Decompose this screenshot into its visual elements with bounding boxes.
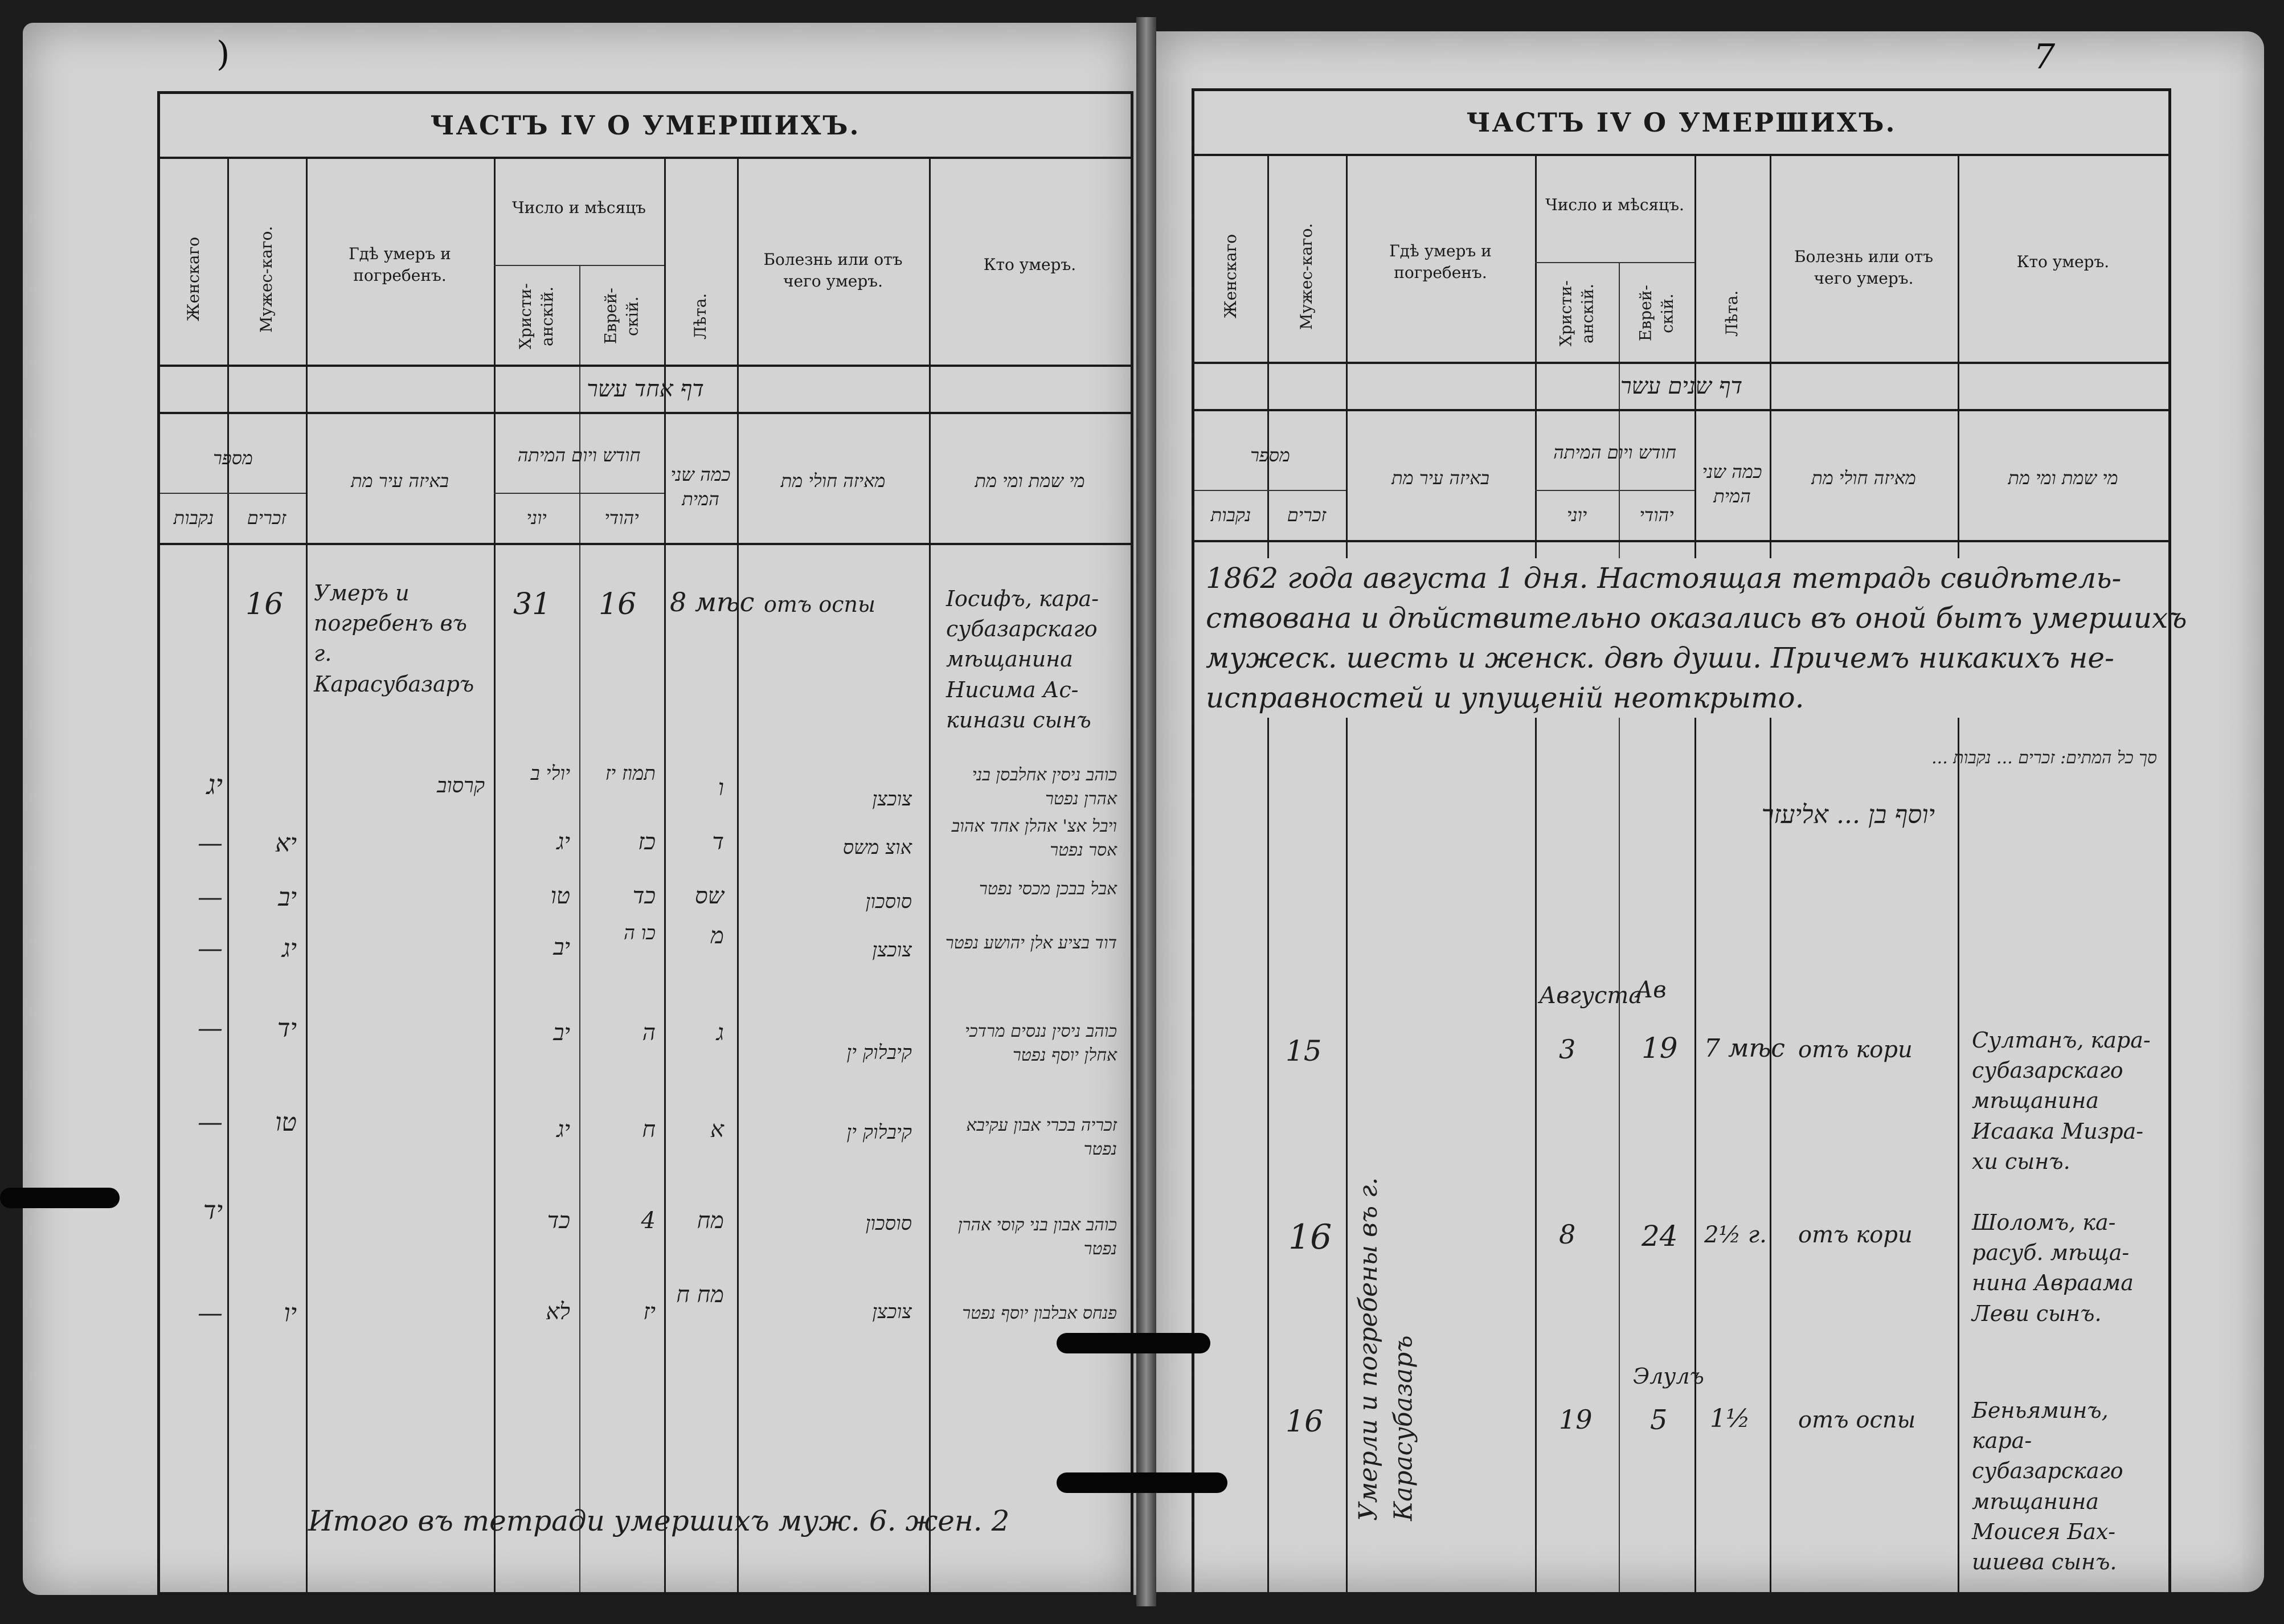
left-page-title: ЧАСТЪ IV О УМЕРШИХЪ.: [430, 109, 861, 141]
entry-5-age: מ: [710, 923, 724, 949]
left-footer-total: Итого въ тетради умершихъ муж. 6. жен. 2: [308, 1504, 1010, 1537]
r-entry-2-age: 2½ г.: [1704, 1222, 1767, 1248]
entry-8-illness: סוסכון: [865, 1212, 912, 1235]
header-age: Лѣта.: [691, 293, 710, 339]
r-entry-2-jewish: 24: [1642, 1220, 1678, 1253]
entry-9-male: יו: [284, 1299, 297, 1328]
entry-9-jewish: יז: [643, 1299, 656, 1325]
r-entry-1-who: Султанъ, кара-субазарскаго мѣщанина Исаака Мизра-хи сынъ.: [1972, 1028, 2151, 1174]
entry-3-jewish: כז: [638, 829, 656, 855]
entry-9-illness: צוכצן: [872, 1300, 912, 1323]
entry-5-who: דוד בציע אלן יהושע נפטר: [945, 933, 1117, 953]
r-header-who: Кто умеръ.: [2016, 252, 2110, 272]
r-entry-2-male: 16: [1288, 1217, 1332, 1257]
r-entry-3-age: 1½: [1710, 1404, 1750, 1433]
entry-6-female: —: [198, 1014, 223, 1043]
hebrew-header-number: מספר: [213, 447, 253, 469]
r-entry-3-male: 16: [1286, 1405, 1324, 1439]
entry-3-christian: יג: [556, 829, 570, 855]
r-entry-2-christian: 8: [1559, 1219, 1576, 1250]
entry-1-age: 8 мѣс: [670, 587, 755, 617]
r-header-where: Гдѣ умеръ и погребенъ.: [1389, 242, 1492, 282]
right-page: [1156, 31, 2264, 1592]
hebrew-header-illness: מאיזה חולי מת: [780, 470, 886, 492]
header-female: Женскаго: [184, 236, 203, 322]
entry-7-female: —: [198, 1108, 223, 1137]
entry-7-christian: יג: [556, 1116, 570, 1143]
entry-5-christian: יב: [553, 934, 570, 960]
entry-8-jewish: 4: [641, 1208, 656, 1234]
right-register-frame: [1192, 88, 2187, 1592]
r-hebrew-header-date: חודש ויום המיתה: [1553, 441, 1676, 464]
certification-line-4: исправностей и упущеній неоткрыто.: [1206, 681, 1804, 714]
entry-5-male: יג: [281, 934, 297, 963]
entry-4-illness: סוסכון: [865, 890, 912, 913]
r-hebrew-header-who: מי שמת ומי מת: [2008, 467, 2118, 489]
entry-7-illness: קיבלוק ין: [846, 1121, 912, 1144]
entry-1-christian: 31: [513, 587, 551, 621]
hebrew-header-male: זכרים: [247, 507, 286, 529]
entry-1-where: Умеръ и погребенъ въ г. Карасубазаръ: [314, 580, 474, 697]
binding-clip-lower: [1057, 1472, 1227, 1493]
r-header-male: Мужес-каго.: [1297, 223, 1316, 330]
header-date-group: Число и мѣсяцъ: [512, 198, 646, 218]
hebrew-header-who: מי שמת ומי מת: [975, 470, 1085, 492]
entry-8-who: כוהב אבון בני קוסי אהרן נפטר: [957, 1215, 1117, 1259]
entry-2-illness: צוכצן: [872, 788, 912, 811]
r-hebrew-header-female: נקבות: [1210, 504, 1251, 526]
entry-8-female: יד: [203, 1196, 223, 1225]
entry-9-who: פנחס אבלבון יוסף נפטר: [962, 1303, 1117, 1323]
r-hebrew-header-male: זכרים: [1287, 504, 1327, 526]
vertical-place-note: Умерли и погребены въ г. Карасубазаръ: [1354, 1177, 1418, 1521]
r-entry-3-month-jewish: Элулъ: [1633, 1364, 1704, 1389]
entry-5-illness: צוכצן: [872, 939, 912, 962]
hebrew-header-date: חודש ויום המיתה: [517, 444, 641, 467]
hebrew-header-jewish: יהודי: [604, 507, 639, 529]
entry-1-illness: отъ оспы: [764, 592, 875, 617]
entry-4-female: —: [198, 883, 223, 912]
entry-7-jewish: ח: [642, 1116, 656, 1143]
left-page: [23, 23, 1136, 1595]
right-section-hebrew: דף שנים עשר: [1620, 373, 1743, 399]
entry-8-age: מח: [697, 1208, 724, 1234]
entry-2-christian: יולי ב: [530, 762, 570, 785]
entry-1-who: Іосифъ, кара-субазарскаго мѣщанина Нисима Ас-кинази сынъ: [946, 586, 1099, 733]
header-where: Гдѣ умеръ и погребенъ.: [349, 244, 451, 285]
binding-clip-upper: [1057, 1333, 1210, 1353]
r-hebrew-header-number: מספר: [1250, 444, 1290, 467]
left-register-frame: [157, 91, 1133, 1595]
certification-line-2: ствована и дѣйствительно оказались въ оной бытъ умершихъ: [1206, 602, 2187, 635]
entry-6-christian: יב: [553, 1020, 570, 1046]
r-entry-2-who: Шоломъ, ка-расуб. мѣща-нина Авраама Леви сынъ.: [1972, 1210, 2134, 1326]
header-male: Мужес-каго.: [257, 226, 276, 333]
r-header-christian: Христи-анскій.: [1556, 280, 1597, 346]
entry-4-who: אבל בבכן מכסי נפטר: [979, 879, 1117, 899]
r-entry-1-jewish: 19: [1642, 1032, 1678, 1065]
r-entry-3-christian: 19: [1559, 1404, 1593, 1435]
r-entry-3-jewish: 5: [1650, 1404, 1668, 1436]
r-entry-1-christian: 3: [1559, 1034, 1576, 1065]
entry-6-male: יד: [277, 1014, 297, 1043]
entry-4-male: יב: [278, 883, 297, 912]
r-entry-1-male: 15: [1286, 1034, 1322, 1067]
entry-9-christian: לא: [546, 1299, 570, 1325]
r-hebrew-header-age: כמה שני המית: [1702, 460, 1762, 507]
r-hebrew-header-jewish: יהודי: [1639, 504, 1674, 526]
entry-7-who: זכריה בכרי אבון עקיבא נפטר: [966, 1115, 1117, 1159]
entry-2-female: יג: [206, 769, 223, 801]
entry-4-age: שס: [694, 883, 724, 909]
entry-9-female: —: [198, 1299, 223, 1328]
entry-5-female: —: [198, 934, 223, 963]
hebrew-header-where: באיזה עיר מת: [351, 470, 449, 492]
r-hebrew-header-illness: מאיזה חולי מת: [1811, 467, 1916, 489]
entry-4-jewish: כד: [632, 883, 656, 909]
month-label-christian: Августа: [1539, 983, 1643, 1009]
entry-1-male: 16: [245, 587, 284, 621]
entry-7-age: א: [710, 1116, 724, 1143]
r-hebrew-header-christian: יוני: [1566, 504, 1587, 526]
r-header-jewish: Еврей-скій.: [1636, 285, 1677, 342]
page-number: 7: [2033, 37, 2056, 77]
certification-line-1: 1862 года августа 1 дня. Настоящая тетрадь свидѣтель-: [1206, 562, 2122, 595]
entry-3-age: ד: [712, 829, 724, 855]
entry-6-age: ג: [716, 1020, 724, 1046]
header-christian: Христи-анскій.: [516, 283, 556, 349]
r-entry-3-who: Беньяминъ, кара-субазарскаго мѣщанина Моисея Бах-шиева сынъ.: [1972, 1398, 2123, 1574]
header-illness: Болезнь или отъ чего умеръ.: [763, 250, 903, 291]
r-entry-3-illness: отъ оспы: [1798, 1407, 1916, 1433]
entry-3-female: —: [198, 829, 223, 858]
r-header-illness: Болезнь или отъ чего умеръ.: [1794, 247, 1934, 288]
entry-2-age: ו: [718, 775, 724, 801]
hebrew-header-age: כמה שני המית: [670, 463, 731, 510]
entry-7-male: טו: [275, 1108, 297, 1137]
r-hebrew-header-where: באיזה עיר מת: [1391, 467, 1489, 489]
month-label-jewish: Ав: [1636, 977, 1667, 1003]
r-entry-1-illness: отъ кори: [1798, 1037, 1913, 1063]
r-header-date-group: Число и мѣсяцъ.: [1545, 195, 1684, 215]
corner-mark: ): [216, 34, 230, 74]
book-gutter: [1136, 17, 1156, 1606]
entry-5-jewish: כו ה: [623, 922, 656, 944]
entry-6-jewish: ה: [642, 1020, 656, 1046]
r-entry-2-illness: отъ кори: [1798, 1222, 1913, 1248]
entry-2-where: קרסוב: [437, 774, 485, 797]
right-page-title: ЧАСТЪ IV О УМЕРШИХЪ.: [1466, 107, 1897, 138]
r-header-female: Женскаго: [1221, 234, 1241, 319]
hebrew-header-christian: יוני: [526, 507, 547, 529]
entry-1-jewish: 16: [599, 587, 637, 621]
entry-4-christian: טו: [550, 883, 570, 909]
entry-3-male: יא: [275, 829, 297, 858]
entry-3-who: ויבל אצ' אהלן אחד אהוב אסר נפטר: [951, 816, 1117, 860]
certification-block: [1206, 558, 2187, 718]
entry-6-illness: קיבלוק ין: [846, 1041, 912, 1064]
entry-6-who: כוהב ניסין ננסים מרדכי אחלן יוסף נפטר: [965, 1021, 1117, 1065]
header-who: Кто умеръ.: [983, 255, 1076, 275]
hebrew-header-female: נקבות: [173, 507, 214, 529]
header-jewish: Еврей-скій.: [601, 288, 642, 345]
left-section-hebrew: דף אחד עשר: [587, 375, 704, 402]
hebrew-summary-headers: סך כל המתים: זכרים ... נקבות ...: [1931, 748, 2157, 768]
entry-3-illness: אוצ משס: [842, 836, 912, 859]
r-header-age: Лѣта.: [1722, 290, 1742, 337]
certification-line-3: мужеск. шесть и женск. двѣ души. Причемъ никакихъ не-: [1206, 641, 2114, 674]
entry-8-christian: כד: [547, 1208, 570, 1234]
entry-2-who: כוהב ניסין אחלבסן בני אהרן נפטר: [972, 765, 1117, 809]
entry-9-age: מח ח: [676, 1282, 724, 1308]
entry-2-jewish: תמוז יז: [605, 762, 656, 785]
binding-clip-left: [0, 1188, 120, 1208]
r-entry-1-age: 7 мѣс: [1704, 1034, 1785, 1063]
hebrew-summary-value: יוסף בן ... אליעזר: [1761, 800, 1935, 829]
